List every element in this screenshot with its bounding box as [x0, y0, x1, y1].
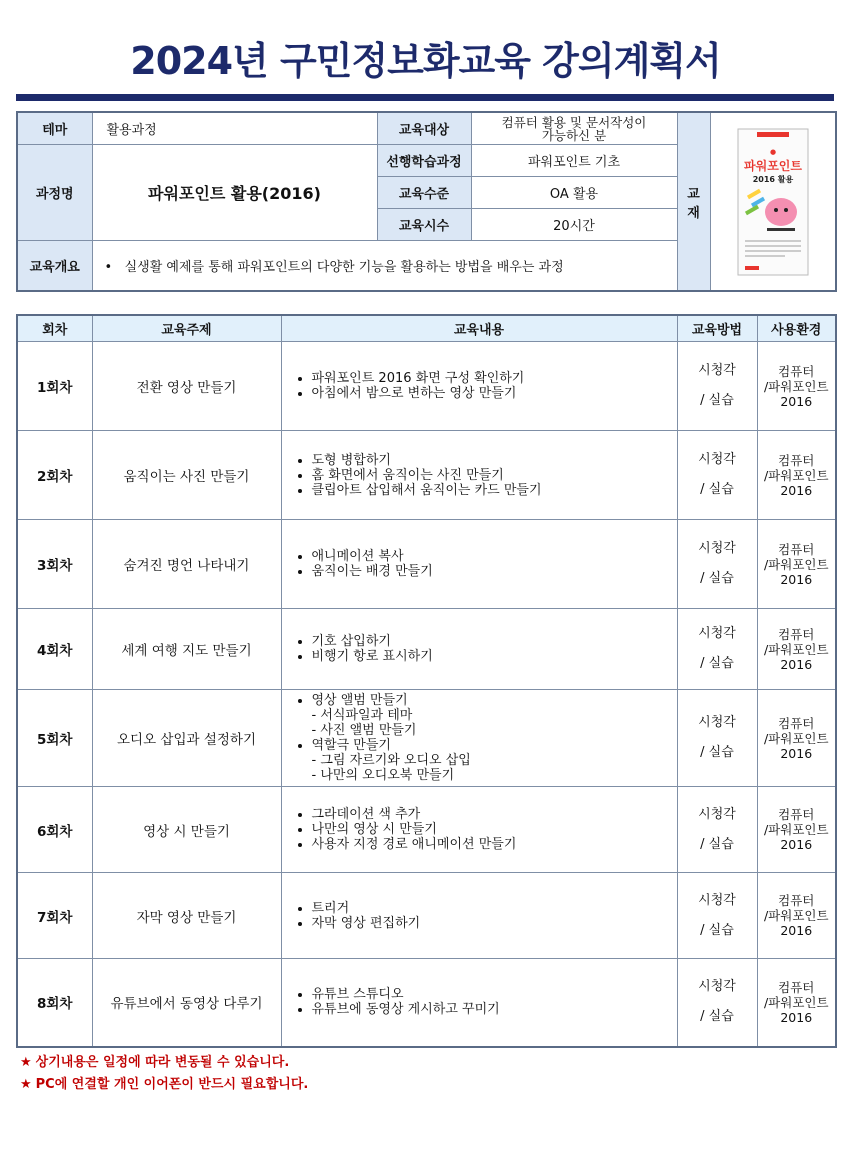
list-item: • 아침에서 밤으로 변하는 영상 만들기: [312, 386, 677, 401]
overview-text: 실생활 예제를 통해 파워포인트의 다양한 기능을 활용하는 방법을 배우는 과정: [124, 260, 564, 275]
sub-list-item: - 서식파일과 테마: [311, 708, 413, 723]
method-cell: [677, 690, 757, 787]
content-cell: [281, 609, 677, 690]
environment-text: /파워포인트: [763, 908, 829, 923]
sub-list-item: - 사진 앨범 만들기: [311, 723, 417, 738]
method-text: 시청각: [698, 363, 736, 378]
topic-cell: 오디오 삽입과 설정하기: [92, 690, 281, 787]
svg-text:●: ●: [769, 147, 776, 156]
environment-cell: [757, 959, 836, 1047]
method-text: / 실습: [700, 482, 734, 497]
environment-text: 컴퓨터: [778, 715, 815, 731]
environment-text: 2016: [780, 571, 813, 587]
method-text: 시청각: [698, 452, 736, 467]
level-value: OA 활용: [471, 177, 677, 209]
session-cell: 3회차: [17, 520, 92, 609]
environment-text: 컴퓨터: [778, 452, 815, 468]
list-item: • 움직이는 배경 만들기: [312, 564, 677, 579]
content-list: [292, 453, 677, 498]
course-label: 과정명: [17, 145, 92, 241]
session-cell: 2회차: [17, 431, 92, 520]
session-cell: 8회차: [17, 959, 92, 1047]
environment-text: 컴퓨터: [778, 541, 815, 557]
note-text: 상기내용은 일정에 따라 변동될 수 있습니다.: [35, 1055, 290, 1070]
list-item: • 비행기 항로 표시하기: [312, 649, 677, 664]
course-info-table: [16, 111, 837, 292]
topic-cell: 유튜브에서 동영상 다루기: [92, 959, 281, 1047]
topic-cell: 전환 영상 만들기: [92, 342, 281, 431]
environment-cell: [757, 873, 836, 959]
list-item: • 기호 삽입하기: [312, 634, 677, 649]
list-item: • 유튜브 스튜디오: [312, 987, 677, 1002]
content-cell: [281, 959, 677, 1047]
sub-list-item: - 그림 자르기와 오디오 삽입: [311, 753, 471, 768]
method-text: 시청각: [698, 806, 736, 822]
textbook-label: [677, 112, 710, 291]
list-item: • 홈 화면에서 움직이는 사진 만들기: [312, 468, 677, 483]
environment-text: 2016: [780, 1009, 813, 1025]
textbook-cover-cell: [710, 112, 836, 291]
environment-text: /파워포인트: [763, 994, 829, 1010]
overview-label: 교육개요: [17, 241, 92, 292]
title-underline: [16, 94, 834, 101]
list-item: • 애니메이션 복사: [312, 549, 677, 564]
overview-value: [92, 241, 677, 292]
method-text: / 실습: [700, 836, 734, 852]
environment-text: /파워포인트: [763, 556, 829, 572]
hours-value: 20시간: [471, 209, 677, 241]
book-cover-icon: [737, 128, 809, 276]
content-list: [292, 634, 677, 664]
book-subtitle: 2016 활용: [752, 174, 794, 184]
environment-text: 2016: [780, 482, 813, 498]
method-text: 시청각: [698, 626, 736, 641]
table-row: [17, 342, 836, 431]
environment-text: 컴퓨터: [778, 807, 815, 822]
environment-cell: [757, 787, 836, 873]
textbook-cover: [737, 128, 809, 276]
environment-text: 2016: [780, 745, 813, 761]
list-item: • 나만의 영상 시 만들기: [312, 822, 677, 837]
session-cell: 5회차: [17, 690, 92, 787]
topic-cell: 세계 여행 지도 만들기: [92, 609, 281, 690]
course-value: 파워포인트 활용(2016): [92, 145, 377, 241]
book-title: 파워포인트: [743, 158, 802, 173]
environment-cell: [757, 609, 836, 690]
content-list: [292, 807, 677, 852]
method-cell: [677, 431, 757, 520]
method-text: / 실습: [700, 745, 734, 760]
environment-text: 2016: [780, 923, 813, 938]
method-cell: [677, 959, 757, 1047]
textbook-label-1: 교: [687, 186, 700, 202]
header-method: 교육방법: [677, 315, 757, 342]
topic-cell: 영상 시 만들기: [92, 787, 281, 873]
content-cell: [281, 787, 677, 873]
method-text: / 실습: [700, 1009, 734, 1025]
star-icon: ★: [20, 1077, 32, 1092]
topic-cell: 움직이는 사진 만들기: [92, 431, 281, 520]
list-item: • 클립아트 삽입해서 움직이는 카드 만들기: [312, 483, 677, 498]
table-row: [17, 873, 836, 959]
theme-label: 테마: [17, 112, 92, 145]
target-value: [471, 112, 677, 145]
method-cell: [677, 342, 757, 431]
list-item: • 도형 병합하기: [312, 453, 677, 468]
content-cell: [281, 342, 677, 431]
method-cell: [677, 520, 757, 609]
method-cell: [677, 787, 757, 873]
theme-value: 활용과정: [92, 112, 377, 145]
table-row: [17, 431, 836, 520]
environment-text: 컴퓨터: [778, 626, 815, 642]
method-text: 시청각: [698, 715, 736, 730]
content-list: [292, 371, 677, 401]
target-value-line-2: 가능하신 분: [541, 127, 607, 143]
method-text: / 실습: [700, 656, 734, 671]
table-row: [17, 609, 836, 690]
session-cell: 4회차: [17, 609, 92, 690]
table-row: [17, 959, 836, 1047]
header-environment: 사용환경: [757, 315, 836, 342]
method-text: / 실습: [700, 922, 734, 938]
environment-cell: [757, 431, 836, 520]
list-item: • 자막 영상 편집하기: [312, 916, 677, 931]
session-cell: 6회차: [17, 787, 92, 873]
environment-text: /파워포인트: [763, 730, 829, 746]
list-item: • 사용자 지정 경로 애니메이션 만들기: [312, 837, 677, 852]
schedule-table: [16, 314, 837, 1048]
environment-text: 2016: [780, 393, 813, 409]
environment-text: 컴퓨터: [778, 363, 815, 379]
notes: [20, 1052, 308, 1096]
list-item: • 유튜브에 동영상 게시하고 꾸미기: [312, 1002, 677, 1017]
content-cell: [281, 520, 677, 609]
method-text: 시청각: [698, 892, 736, 908]
list-item: • 영상 앨범 만들기: [312, 693, 677, 708]
list-item: • 파워포인트 2016 화면 구성 확인하기: [312, 371, 677, 386]
method-text: / 실습: [700, 393, 734, 408]
content-list: [292, 987, 677, 1017]
header-session: 회차: [17, 315, 92, 342]
level-label: 교육수준: [377, 177, 471, 209]
environment-text: 2016: [780, 656, 813, 672]
header-topic: 교육주제: [92, 315, 281, 342]
list-item: • 역할극 만들기: [312, 738, 677, 753]
method-cell: [677, 609, 757, 690]
environment-cell: [757, 342, 836, 431]
environment-text: 2016: [780, 837, 813, 852]
content-list: [292, 549, 677, 579]
session-cell: 7회차: [17, 873, 92, 959]
session-cell: 1회차: [17, 342, 92, 431]
environment-text: /파워포인트: [763, 822, 829, 837]
method-text: 시청각: [698, 541, 736, 556]
environment-cell: [757, 690, 836, 787]
content-cell: [281, 690, 677, 787]
note-item: [20, 1052, 308, 1074]
star-icon: ★: [20, 1055, 32, 1070]
list-item: • 트리거: [312, 901, 677, 916]
list-item: • 그라데이션 색 추가: [312, 807, 677, 822]
method-cell: [677, 873, 757, 959]
textbook-label-2: 재: [687, 205, 700, 221]
table-row: [17, 690, 836, 787]
header-content: 교육내용: [281, 315, 677, 342]
environment-text: /파워포인트: [763, 378, 829, 394]
topic-cell: 숨겨진 명언 나타내기: [92, 520, 281, 609]
environment-cell: [757, 520, 836, 609]
prereq-value: 파워포인트 기초: [471, 145, 677, 177]
target-label: 교육대상: [377, 112, 471, 145]
sub-list-item: - 나만의 오디오북 만들기: [311, 768, 455, 783]
hours-label: 교육시수: [377, 209, 471, 241]
note-item: [20, 1074, 308, 1096]
page-title: 2024년 구민정보화교육 강의계획서: [130, 39, 721, 83]
content-list: [292, 901, 677, 931]
bullet-icon: •: [104, 260, 125, 275]
content-cell: [281, 431, 677, 520]
prereq-label: 선행학습과정: [377, 145, 471, 177]
environment-text: 컴퓨터: [778, 893, 815, 908]
environment-text: /파워포인트: [763, 467, 829, 483]
environment-text: 컴퓨터: [778, 979, 815, 995]
environment-text: /파워포인트: [763, 641, 829, 657]
method-text: / 실습: [700, 571, 734, 586]
content-list: [292, 693, 677, 783]
table-row: [17, 520, 836, 609]
topic-cell: 자막 영상 만들기: [92, 873, 281, 959]
note-text: PC에 연결할 개인 이어폰이 반드시 필요합니다.: [35, 1077, 309, 1092]
table-row: [17, 787, 836, 873]
content-cell: [281, 873, 677, 959]
target-value-line-1: 컴퓨터 활용 및 문서작성이: [501, 114, 647, 130]
method-text: 시청각: [698, 979, 736, 995]
